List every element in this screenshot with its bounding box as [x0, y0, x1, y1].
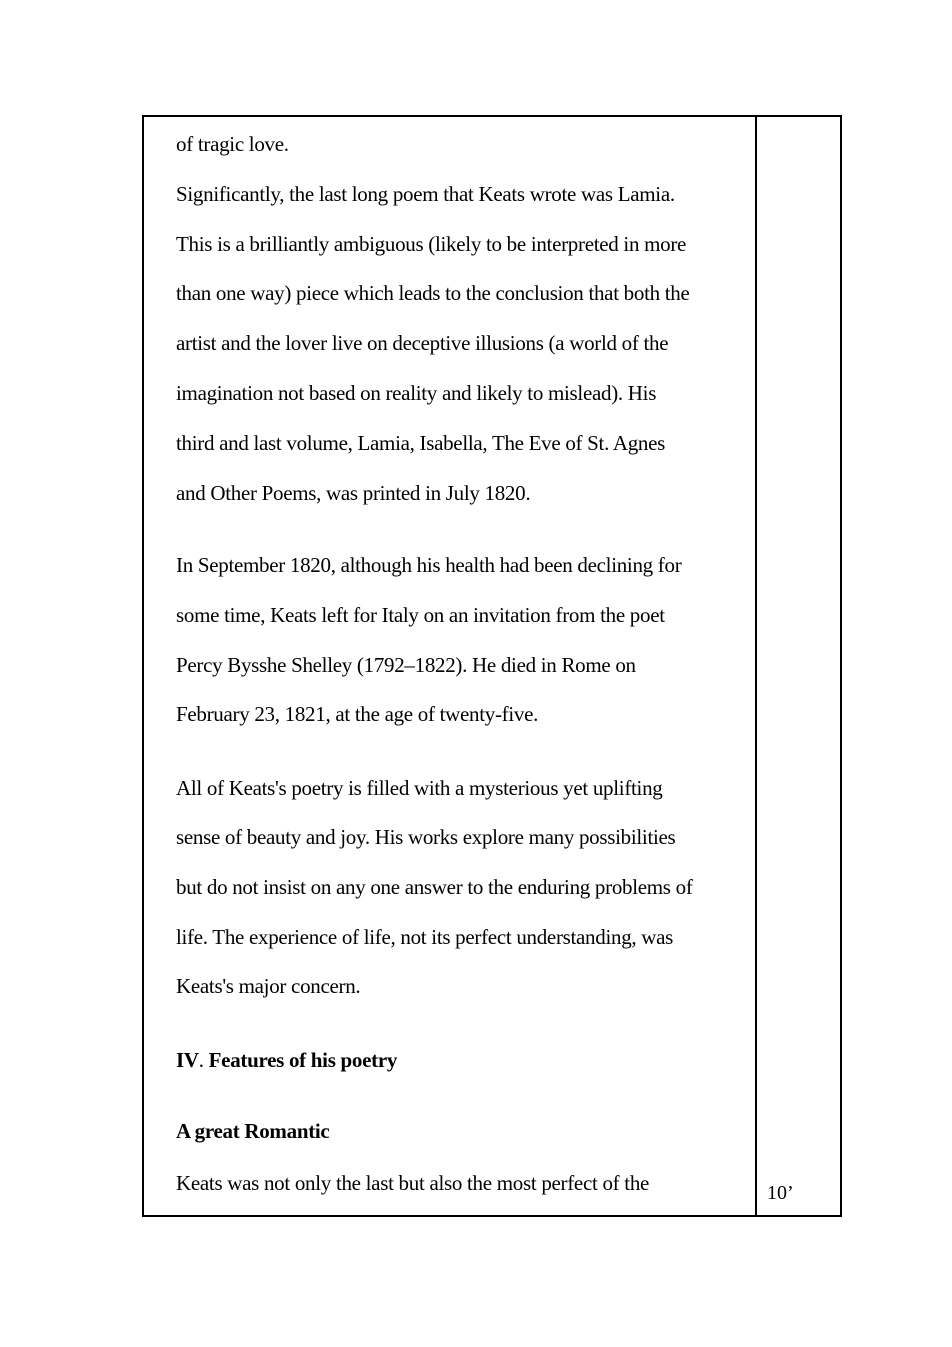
text-line: artist and the lover live on deceptive illusions (a world of the — [176, 331, 669, 355]
text-line: but do not insist on any one answer to the enduring problems of — [176, 875, 693, 899]
text-line: February 23, 1821, at the age of twenty-five. — [176, 702, 539, 726]
subheading: A great Romantic — [176, 1119, 330, 1143]
text-line: Percy Bysshe Shelley (1792–1822). He died in Rome on — [176, 653, 636, 677]
text-line: third and last volume, Lamia, Isabella, The Eve of St. Agnes — [176, 431, 665, 455]
lesson-table — [142, 115, 842, 1217]
section-heading — [176, 1048, 397, 1072]
text-line: Keats's major concern. — [176, 974, 361, 998]
text-line: life. The experience of life, not its perfect understanding, was — [176, 925, 674, 949]
text-line: imagination not based on reality and likely to mislead). His — [176, 381, 657, 405]
text-line: some time, Keats left for Italy on an invitation from the poet — [176, 603, 665, 627]
content-cell — [144, 117, 755, 1215]
time-cell — [757, 117, 840, 1215]
text-line: This is a brilliantly ambiguous (likely to be interpreted in more — [176, 232, 687, 256]
section-title: Features of his poetry — [208, 1048, 398, 1072]
text-line: Keats was not only the last but also the most perfect of the — [176, 1171, 650, 1195]
section-number: IV — [176, 1048, 199, 1072]
text-line: of tragic love. — [176, 132, 289, 156]
time-mark: 10’ — [767, 1182, 794, 1204]
text-line: Significantly, the last long poem that Keats wrote was Lamia. — [176, 182, 675, 206]
text-line: In September 1820, although his health had been declining for — [176, 553, 682, 577]
text-line: sense of beauty and joy. His works explore many possibilities — [176, 825, 676, 849]
section-separator: . — [198, 1048, 204, 1072]
text-line: All of Keats's poetry is filled with a mysterious yet uplifting — [176, 776, 663, 800]
text-line: than one way) piece which leads to the conclusion that both the — [176, 281, 690, 305]
text-line: and Other Poems, was printed in July 1820. — [176, 481, 531, 505]
